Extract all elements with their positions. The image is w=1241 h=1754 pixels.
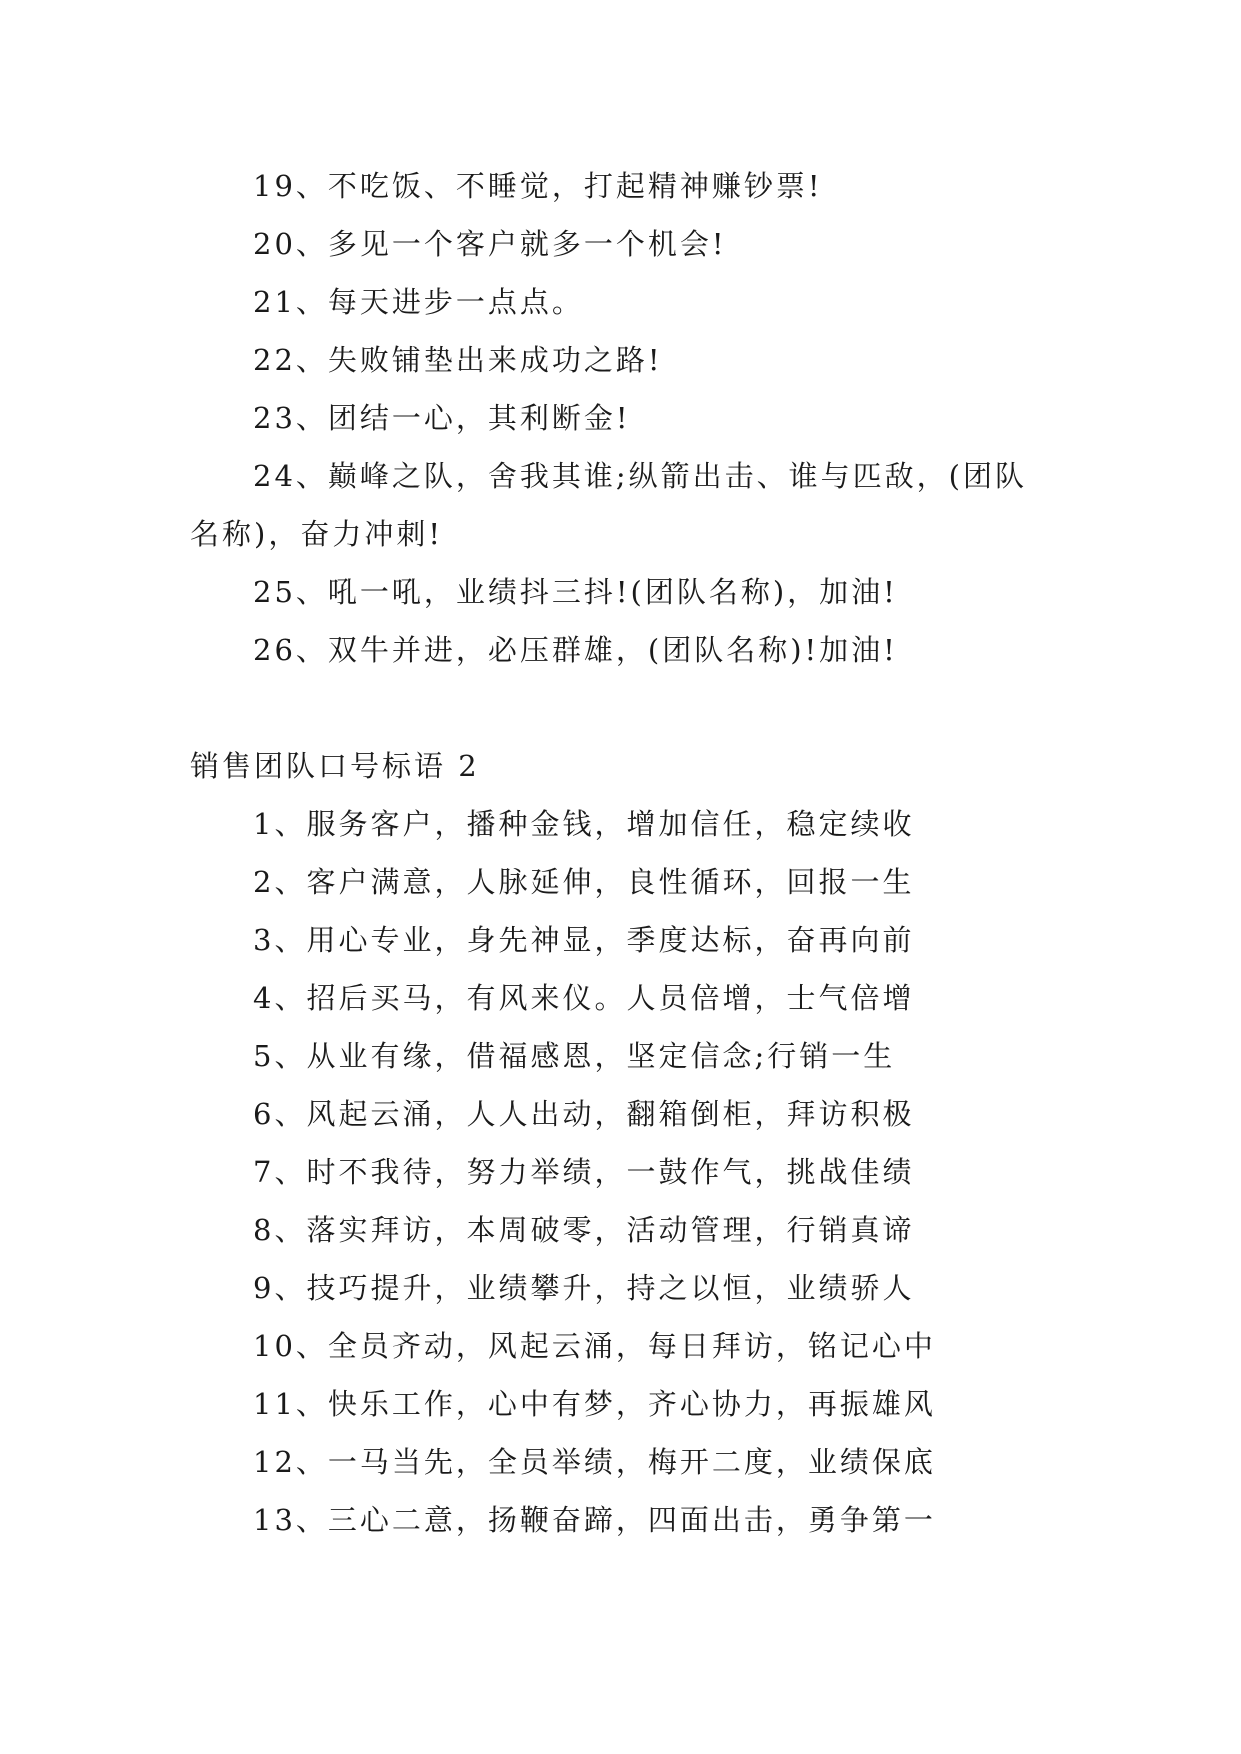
slogan-21: 21、每天进步一点点。: [253, 285, 584, 319]
slogan-24: 24、巅峰之队，舍我其谁;纵箭出击、谁与匹敌，(团队: [253, 459, 1027, 493]
slogan-3: 3、用心专业，身先神显，季度达标，奋再向前: [253, 923, 915, 957]
slogan-2: 2、客户满意，人脉延伸，良性循环，回报一生: [253, 865, 915, 899]
slogan-11: 11、快乐工作，心中有梦，齐心协力，再振雄风: [253, 1387, 936, 1421]
section-title: 销售团队口号标语 2: [190, 749, 480, 783]
slogan-12: 12、一马当先，全员举绩，梅开二度，业绩保底: [253, 1445, 936, 1479]
slogan-24-continued: 名称)，奋力冲刺!: [190, 517, 443, 551]
slogan-20: 20、多见一个客户就多一个机会!: [253, 227, 727, 261]
slogan-10: 10、全员齐动，风起云涌，每日拜访，铭记心中: [253, 1329, 936, 1363]
slogan-26: 26、双牛并进，必压群雄，(团队名称)!加油!: [253, 633, 898, 667]
slogan-19: 19、不吃饭、不睡觉，打起精神赚钞票!: [253, 169, 823, 203]
slogan-22: 22、失败铺垫出来成功之路!: [253, 343, 663, 377]
slogan-25: 25、吼一吼，业绩抖三抖!(团队名称)，加油!: [253, 575, 898, 609]
slogan-5: 5、从业有缘，借福感恩，坚定信念;行销一生: [253, 1039, 896, 1073]
slogan-4: 4、招后买马，有风来仪。人员倍增，士气倍增: [253, 981, 915, 1015]
slogan-9: 9、技巧提升，业绩攀升，持之以恒，业绩骄人: [253, 1271, 915, 1305]
slogan-1: 1、服务客户，播种金钱，增加信任，稳定续收: [253, 807, 915, 841]
slogan-13: 13、三心二意，扬鞭奋蹄，四面出击，勇争第一: [253, 1503, 936, 1537]
slogan-7: 7、时不我待，努力举绩，一鼓作气，挑战佳绩: [253, 1155, 915, 1189]
slogan-23: 23、团结一心，其利断金!: [253, 401, 631, 435]
slogan-6: 6、风起云涌，人人出动，翻箱倒柜，拜访积极: [253, 1097, 915, 1131]
slogan-8: 8、落实拜访，本周破零，活动管理，行销真谛: [253, 1213, 915, 1247]
